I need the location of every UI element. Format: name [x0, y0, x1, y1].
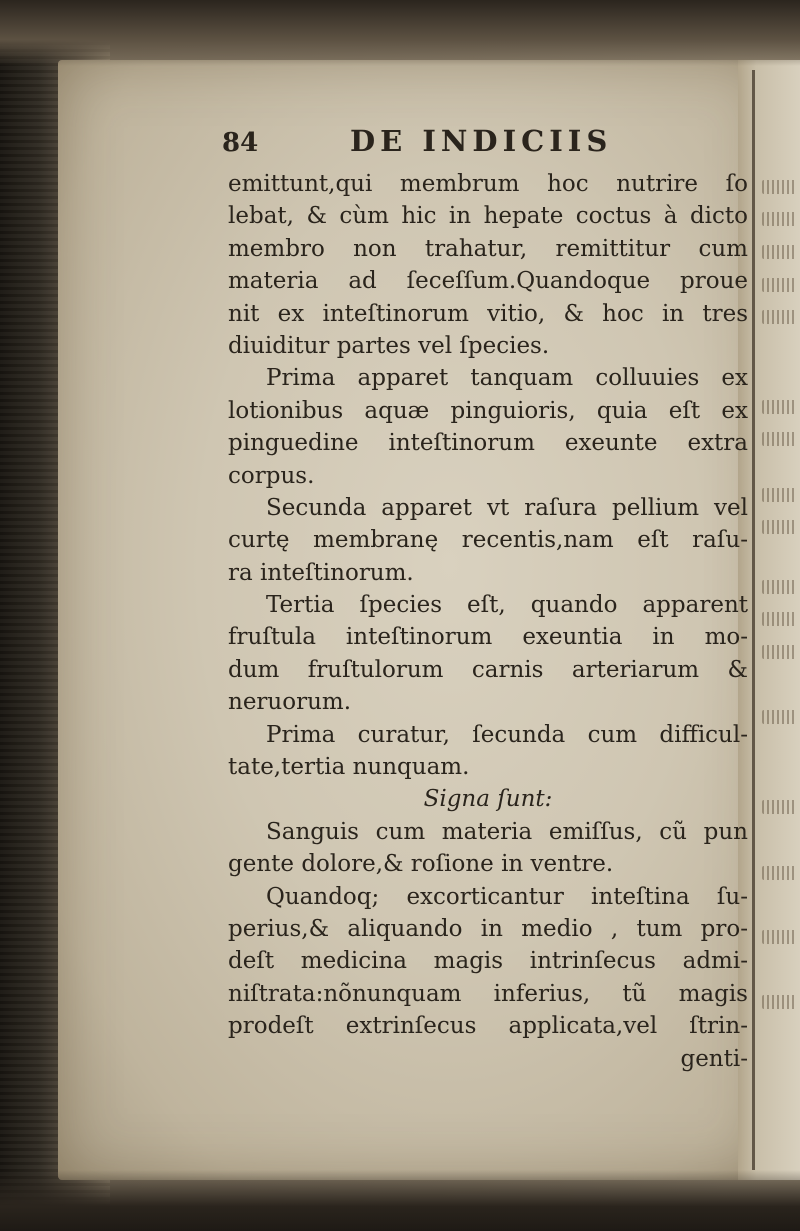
text-line: deſt medicina magis intrinſecus admi-: [228, 948, 748, 975]
bleed-through-mark: [762, 432, 796, 446]
bleed-through-mark: [762, 930, 796, 944]
text-line: diuiditur partes vel ſpecies.: [228, 332, 550, 359]
bleed-through-mark: [762, 180, 796, 194]
bleed-through-mark: [762, 310, 796, 324]
bleed-through-mark: [762, 520, 796, 534]
text-line: Prima curatur, ſecunda cum difficul-: [266, 721, 748, 748]
text-line: dum fruſtulorum carnis arteriarum &: [228, 656, 748, 683]
text-line: emittunt,qui membrum hoc nutrire ſo: [228, 171, 748, 197]
running-head: [222, 124, 742, 168]
text-line: tate,tertia nunquam.: [228, 754, 470, 781]
bleed-through-mark: [762, 580, 796, 594]
text-line: nit ex inteſtinorum vitio, & hoc in tres: [228, 300, 748, 327]
text-line: Prima apparet tanquam colluuies ex: [266, 365, 748, 392]
text-line: corpus.: [228, 462, 315, 489]
bleed-through-mark: [762, 995, 796, 1009]
text-lines: [228, 168, 748, 1075]
bottom-shadow: [0, 1170, 800, 1231]
bleed-through-mark: [762, 278, 796, 292]
text-line: Tertia ſpecies eſt, quando apparent: [266, 592, 748, 619]
text-line: pinguedine inteſtinorum exeunte extra: [228, 430, 748, 457]
bleed-through-mark: [762, 710, 796, 724]
bleed-through-mark: [762, 800, 796, 814]
bleed-through-mark: [762, 645, 796, 659]
text-line: lotionibus aquæ pinguioris, quia eſt ex: [228, 397, 748, 424]
text-line: materia ad ſeceſſum.Quandoque proue: [228, 268, 748, 295]
bleed-through-mark: [762, 245, 796, 259]
page-number: 84: [222, 128, 259, 158]
top-shadow: [0, 0, 800, 66]
bleed-through-mark: [762, 866, 796, 880]
text-line: lebat, & cùm hic in hepate coctus à dicto: [228, 203, 748, 230]
bleed-through-mark: [762, 400, 796, 414]
text-line: fruſtula inteſtinorum exeuntia in mo-: [228, 624, 748, 651]
text-line: prodeſt extrinſecus applicata,vel ſtrin-: [228, 1013, 748, 1040]
section-heading: Signa ſunt:: [423, 786, 553, 813]
text-line: ra inteſtinorum.: [228, 559, 414, 586]
text-line: Sanguis cum materia emiſſus, cũ pun: [266, 818, 748, 845]
text-line: curtę membranę recentis,nam eſt raſu-: [228, 527, 748, 554]
bleed-through-mark: [762, 212, 796, 226]
bleed-through-mark: [762, 488, 796, 502]
text-line: gente dolore,& roſione in ventre.: [228, 851, 614, 878]
text-line: Quandoq; excorticantur inteſtina ſu-: [266, 883, 748, 910]
text-line: niſtrata:nõnunquam inferius, tũ magis: [228, 980, 748, 1007]
text-line: perius,& aliquando in medio , tum pro-: [228, 915, 748, 942]
running-head-title: DE INDICIIS: [350, 124, 613, 158]
catchword: genti-: [680, 1045, 748, 1072]
text-line: membro non trahatur, remittitur cum: [228, 235, 748, 262]
text-line: Secunda apparet vt raſura pellium vel: [266, 494, 748, 521]
page-edge-rule: [752, 70, 755, 1170]
bleed-through-mark: [762, 612, 796, 626]
text-line: neruorum.: [228, 689, 352, 716]
